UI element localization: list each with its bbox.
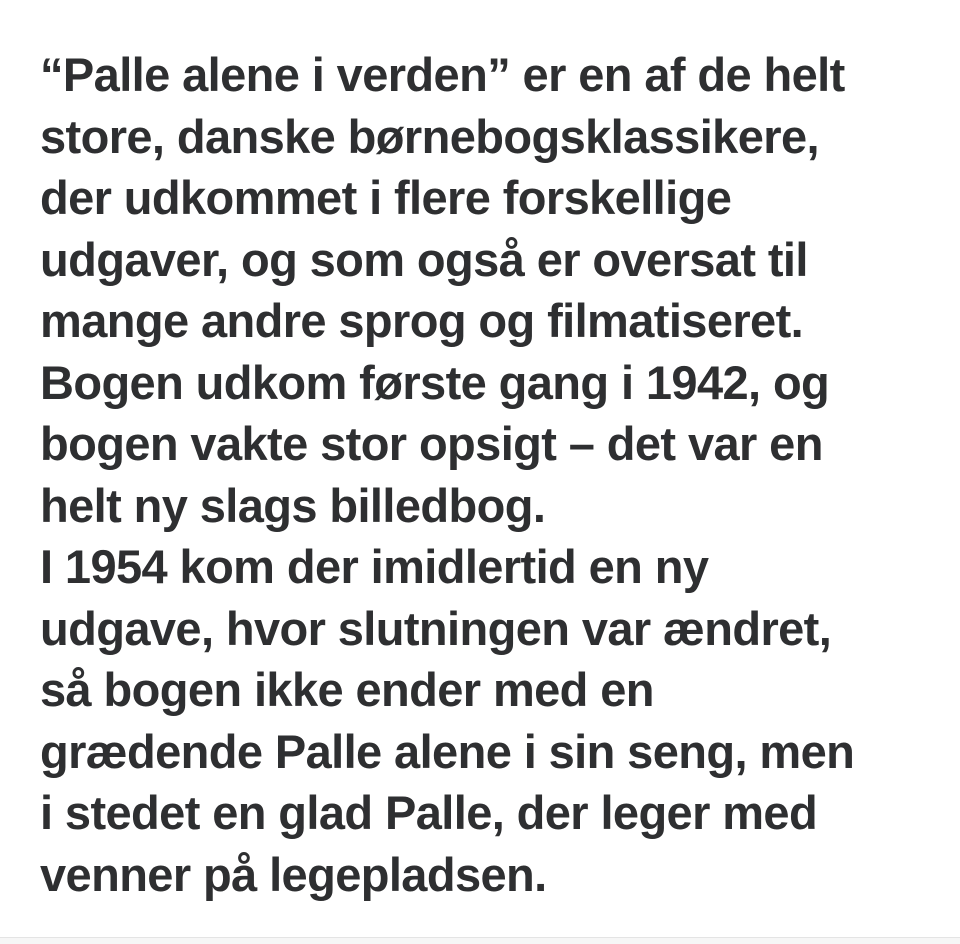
text-line: venner på legepladsen. [40, 847, 547, 901]
text-line: “Palle alene i verden” er en af de helt [40, 48, 845, 101]
text-line: store, danske børnebogsklassikere, [40, 109, 819, 163]
text-line: udgave, hvor slutningen var ændret, [40, 601, 832, 655]
text-line: mange andre sprog og filmatiseret. [40, 294, 804, 347]
text-line: grædende Palle alene i sin seng, men [40, 724, 855, 778]
post-text-block [40, 44, 940, 905]
text-line: der udkommet i flere forskellige [40, 171, 732, 224]
text-line: I 1954 kom der imidlertid en ny [40, 540, 709, 593]
text-line: så bogen ikke ender med en [40, 663, 654, 716]
text-line: bogen vakte stor opsigt – det var en [40, 417, 823, 470]
text-line: i stedet en glad Palle, der leger med [40, 786, 818, 839]
text-line: udgaver, og som også er oversat til [40, 232, 808, 286]
bottom-divider [0, 937, 960, 944]
text-line: helt ny slags billedbog. [40, 478, 546, 532]
text-line: Bogen udkom første gang i 1942, og [40, 355, 830, 409]
